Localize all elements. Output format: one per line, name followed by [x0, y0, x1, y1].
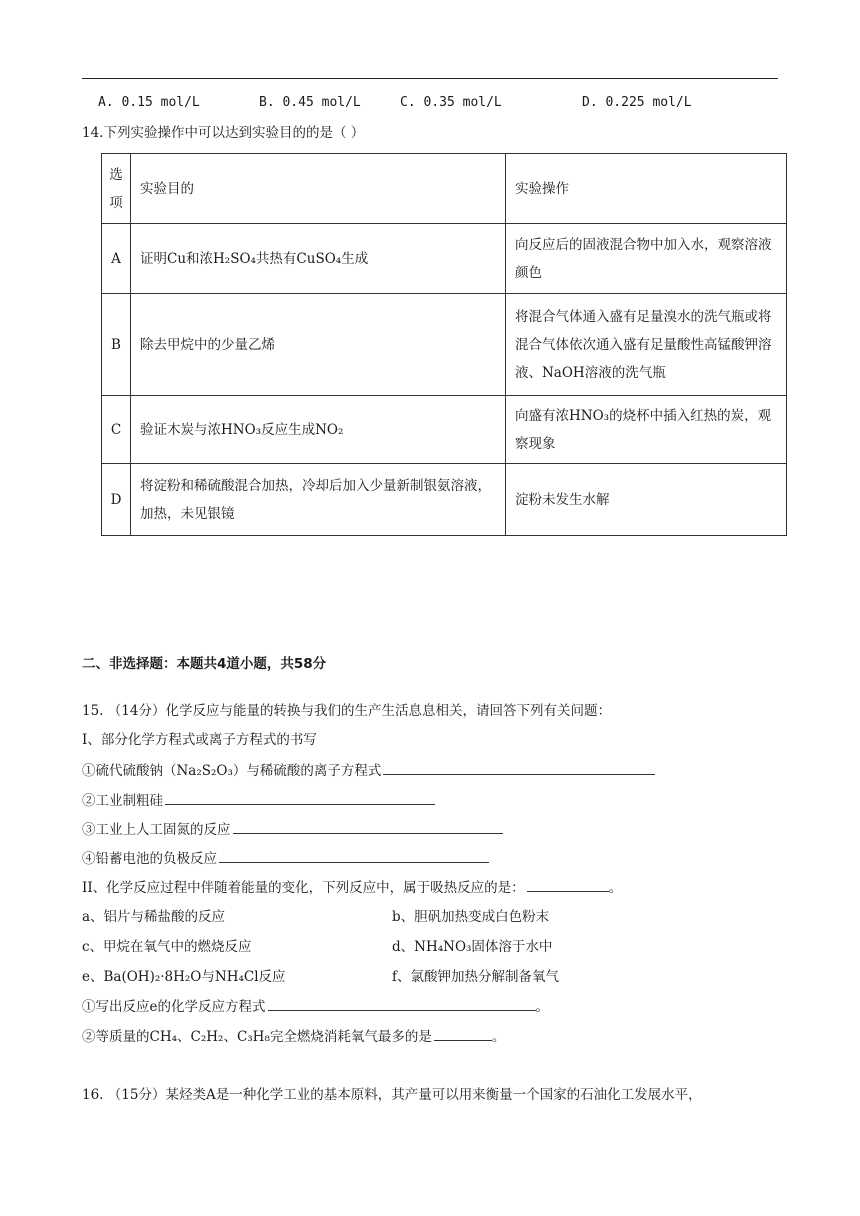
q14-stem: 14.下列实验操作中可以达到实验目的的是（ ）: [82, 125, 365, 141]
answer-blank[interactable]: [527, 877, 609, 892]
table-row: [102, 294, 787, 396]
q15-item-1: [82, 760, 655, 781]
choice-row: [82, 937, 553, 957]
sub1-text: ①写出反应e的化学反应方程式: [82, 999, 266, 1015]
q15-part2-stem: [82, 877, 622, 898]
item-text: ④铅蓄电池的负极反应: [82, 851, 217, 867]
table-header-row: [102, 154, 787, 224]
item-text: ③工业上人工固氮的反应: [82, 822, 231, 838]
table-row: [102, 224, 787, 294]
row-goal: 证明Cu和浓H₂SO₄共热有CuSO₄生成: [131, 224, 506, 294]
sub1-end: 。: [535, 999, 549, 1015]
row-option: A: [102, 224, 131, 294]
answer-blank[interactable]: [165, 790, 435, 805]
section-title: 二、非选择题：本题共4道小题，共58分: [82, 656, 327, 672]
row-option: C: [102, 396, 131, 464]
q15-item-2: [82, 790, 435, 811]
table-row: [102, 396, 787, 464]
answer-blank[interactable]: [383, 760, 655, 775]
item-text: ①硫代硫酸钠（Na₂S₂O₃）与稀硫酸的离子方程式: [82, 763, 382, 779]
q15-sub1: [82, 996, 549, 1017]
header-rule: [82, 78, 778, 79]
q15-item-3: [82, 819, 503, 840]
choice-right: f、氯酸钾加热分解制备氧气: [392, 969, 559, 985]
row-goal: 将淀粉和稀硫酸混合加热，冷却后加入少量新制银氨溶液，加热，未见银镜: [131, 464, 506, 536]
table-row: [102, 464, 787, 536]
row-operation: 将混合气体通入盛有足量溴水的洗气瓶或将混合气体依次通入盛有足量酸性高锰酸钾溶液、NaOH溶液的洗气瓶: [506, 294, 787, 396]
part2-text: II、化学反应过程中伴随着能量的变化，下列反应中，属于吸热反应的是：: [82, 880, 525, 896]
header-option-top: 选: [109, 166, 123, 183]
q14-table: [101, 153, 787, 536]
header-operation: 实验操作: [506, 154, 787, 224]
q13-option-c: C. 0.35 mol/L: [400, 95, 502, 110]
part2-end: 。: [608, 880, 623, 896]
sub2-end: 。: [491, 1029, 506, 1045]
row-option: D: [102, 464, 131, 536]
q16-stem: 16. （15分）某烃类A是一种化学工业的基本原料，其产量可以用来衡量一个国家的石油化工发展水平，: [82, 1087, 702, 1103]
q15-item-4: [82, 848, 489, 869]
choice-right: b、胆矾加热变成白色粉末: [392, 909, 550, 925]
choice-row: [82, 907, 550, 927]
item-text: ②工业制粗硅: [82, 793, 163, 809]
q13-option-b: B. 0.45 mol/L: [259, 95, 361, 110]
row-goal: 除去甲烷中的少量乙烯: [131, 294, 506, 396]
row-goal: 验证木炭与浓HNO₃反应生成NO₂: [131, 396, 506, 464]
answer-blank[interactable]: [268, 996, 536, 1011]
row-operation: 向盛有浓HNO₃的烧杯中插入红热的炭，观察现象: [506, 396, 787, 464]
header-goal: 实验目的: [131, 154, 506, 224]
q15-stem: 15. （14分）化学反应与能量的转换与我们的生产生活息息相关，请回答下列有关问题：: [82, 703, 611, 719]
q15-part1-title: I、部分化学方程式或离子方程式的书写: [82, 732, 317, 748]
header-option: [102, 154, 131, 224]
answer-blank[interactable]: [219, 848, 489, 863]
choice-left: c、甲烷在氧气中的燃烧反应: [82, 939, 252, 955]
answer-blank[interactable]: [233, 819, 503, 834]
q13-option-d: D. 0.225 mol/L: [582, 95, 692, 110]
choice-left: a、铝片与稀盐酸的反应: [82, 909, 226, 925]
choice-row: [82, 967, 559, 987]
answer-blank[interactable]: [434, 1026, 492, 1041]
header-option-bottom: 项: [109, 194, 123, 211]
choice-right: d、NH₄NO₃固体溶于水中: [392, 939, 553, 955]
row-operation: 向反应后的固液混合物中加入水，观察溶液颜色: [506, 224, 787, 294]
q13-option-a: A. 0.15 mol/L: [98, 95, 200, 110]
q15-sub2: [82, 1026, 505, 1047]
row-operation: 淀粉未发生水解: [506, 464, 787, 536]
choice-left: e、Ba(OH)₂·8H₂O与NH₄Cl反应: [82, 969, 286, 985]
row-option: B: [102, 294, 131, 396]
sub2-text: ②等质量的CH₄、C₂H₂、C₃H₈完全燃烧消耗氧气最多的是: [82, 1029, 432, 1045]
